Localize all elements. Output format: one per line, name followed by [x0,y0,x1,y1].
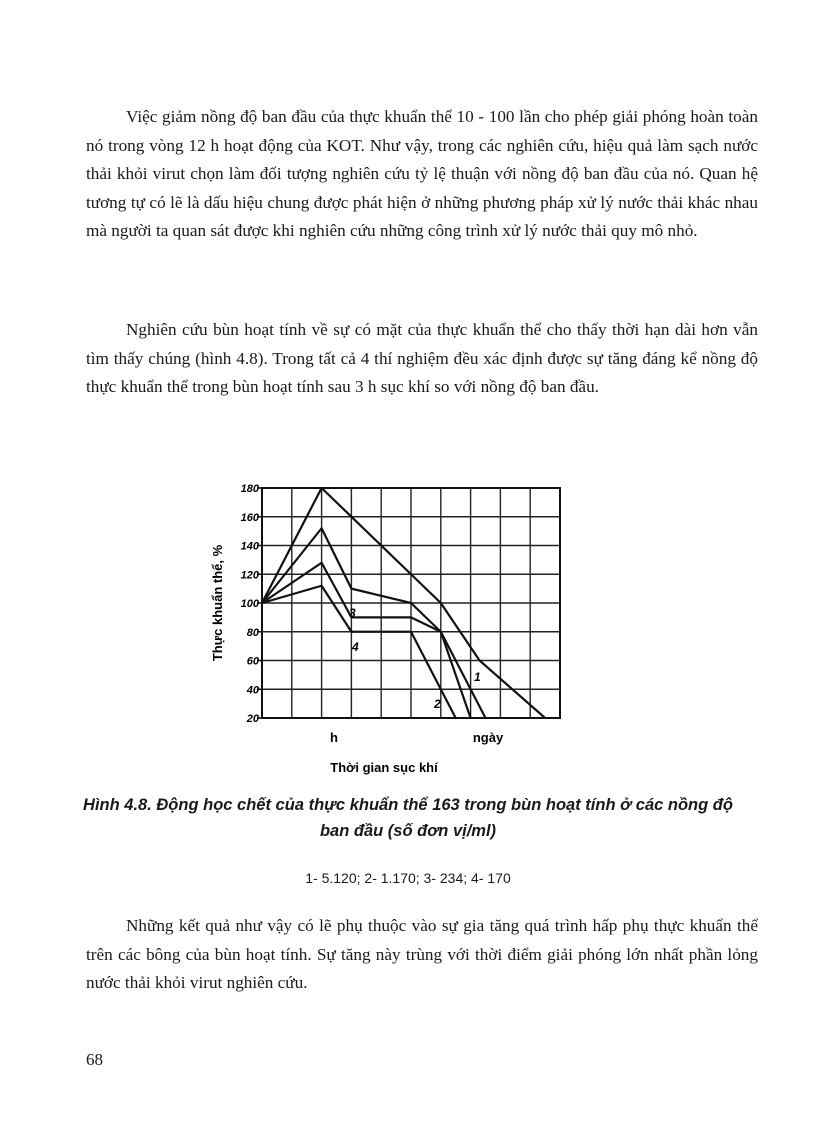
paragraph-1: Việc giảm nồng độ ban đầu của thực khuẩn thể 10 - 100 lần cho phép giải phóng hoàn toàn nó trong vòng 12 h hoạt động của KOT. Như vậy, trong các nghiên cứu, hiệu quả làm sạch nước thải khỏi virut chọn làm đối tượng nghiên cứu tỷ lệ thuận với nồng độ ban đầu của nó. Quan hệ tương tự có lẽ là dấu hiệu chung được phát hiện ở những phương pháp xử lý nước thải khác nhau mà người ta quan sát được khi nghiên cứu những công trình xử lý nước thải quy mô nhỏ. [86,107,758,241]
y-tick-label: 100 [240,598,259,610]
y-tick-label: 140 [240,540,259,553]
series-label-2: 2 [434,697,441,711]
paragraph-2: Nghiên cứu bùn hoạt tính về sự có mặt của thực khuẩn thể cho thấy thời hạn dài hơn vẫn tìm thấy chúng (hình 4.8). Trong tất cả 4 thí nghiệm đều xác định được sự tăng đáng kể nồng độ thực khuẩn thể trong bùn hoạt tính sau 3 h sục khí so với nồng độ ban đầu. [86,320,758,397]
y-tick-label: 20 [246,713,259,725]
y-axis-label: Thực khuẩn thể, % [210,544,225,662]
y-tick-label: 60 [246,655,259,668]
y-ticks [241,483,262,725]
series-label-1: 1 [474,670,481,684]
series-label-4: 4 [352,640,359,654]
y-tick-label: 40 [246,684,259,697]
x-axis-label: Thời gian sục khí [330,760,438,775]
page-number: 68 [86,1050,103,1069]
series-line-4 [262,586,456,718]
figure-caption: Hình 4.8. Động học chết của thực khuẩn thể 163 trong bùn hoạt tính ở các nồng độ ban đầu (số đơn vị/ml) [83,796,733,840]
figure-chart [200,474,580,784]
line-chart [200,474,580,784]
paragraph-3: Những kết quả như vậy có lẽ phụ thuộc vào sự gia tăng quá trình hấp phụ thực khuẩn thể trên các bông của bùn hoạt tính. Sự tăng này trùng với thời điểm giải phóng lớn nhất phần lỏng nước thải khỏi virut nghiên cứu. [86,916,758,993]
y-tick-label: 180 [240,483,259,495]
series-line-3 [262,563,471,718]
x-unit-label-ngay: ngày [472,730,504,745]
y-tick-label: 80 [246,626,259,639]
y-tick-label: 120 [240,569,259,582]
figure-legend: 1- 5.120; 2- 1.170; 3- 234; 4- 170 [305,870,511,886]
series-label-3: 3 [349,606,356,620]
x-unit-label-h: h [330,730,338,745]
y-tick-label: 160 [240,511,259,524]
